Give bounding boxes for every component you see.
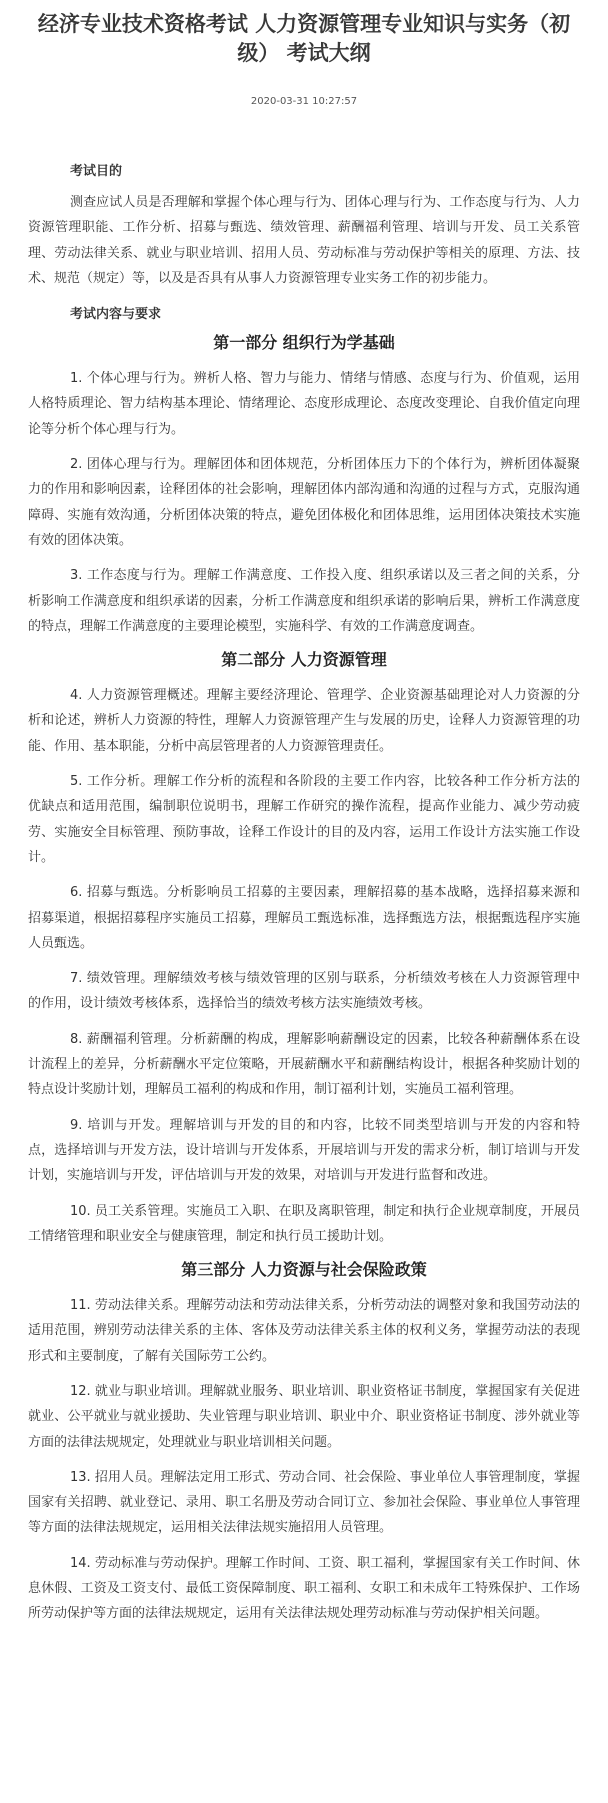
syllabus-item: 3. 工作态度与行为。理解工作满意度、工作投入度、组织承诺以及三者之间的关系，分析影响工作满意度和组织承诺的因素，分析工作满意度和组织承诺的影响后果，辨析工作满意度的特点，理解工作满意度的主要理论模型，实施科学、有效的工作满意度调查。: [28, 568, 580, 634]
article: [0, 10, 608, 1627]
section-heading-content: 考试内容与要求: [70, 307, 162, 323]
section-heading-purpose: 考试目的: [70, 164, 123, 179]
syllabus-item: 12. 就业与职业培训。理解就业服务、职业培训、职业资格证书制度，掌握国家有关促进就业、公平就业与就业援助、失业管理与职业培训、职业中介、职业资格证书制度、涉外就业等方面的法律法规规定，处理就业与职业培训相关问题。: [28, 1383, 580, 1450]
syllabus-item: 6. 招募与甄选。分析影响员工招募的主要因素，理解招募的基本战略，选择招募来源和招募渠道，根据招募程序实施员工招募，理解员工甄选标准，选择甄选方法，根据甄选程序实施人员甄选。: [28, 885, 580, 951]
syllabus-item: 13. 招用人员。理解法定用工形式、劳动合同、社会保险、事业单位人事管理制度，掌握国家有关招聘、就业登记、录用、职工名册及劳动合同订立、参加社会保险、事业单位人事管理等方面的法律法规规定，运用相关法律法规实施招用人员管理。: [28, 1469, 580, 1536]
syllabus-item: 4. 人力资源管理概述。理解主要经济理论、管理学、企业资源基础理论对人力资源的分析和论述，辨析人力资源的特性，理解人力资源管理产生与发展的历史，诠释人力资源管理的功能、作用、基本职能，分析中高层管理者的人力资源管理责任。: [28, 688, 580, 754]
syllabus-item: 10. 员工关系管理。实施员工入职、在职及离职管理，制定和执行企业规章制度，开展员工情绪管理和职业安全与健康管理，制定和执行员工援助计划。: [28, 1203, 580, 1244]
syllabus-item: 1. 个体心理与行为。辨析人格、智力与能力、情绪与情感、态度与行为、价值观，运用人格特质理论、智力结构基本理论、情绪理论、态度形成理论、态度改变理论、自我价值定向理论等分析个体心理与行为。: [28, 371, 580, 437]
page-title: 经济专业技术资格考试 人力资源管理专业知识与实务（初级） 考试大纲: [37, 12, 571, 65]
syllabus-item: 7. 绩效管理。理解绩效考核与绩效管理的区别与联系，分析绩效考核在人力资源管理中的作用，设计绩效考核体系，选择恰当的绩效考核方法实施绩效考核。: [28, 971, 580, 1012]
part-heading-3: 第三部分 人力资源与社会保险政策: [181, 1260, 427, 1280]
syllabus-item: 14. 劳动标准与劳动保护。理解工作时间、工资、职工福利，掌握国家有关工作时间、休息休假、工资及工资支付、最低工资保障制度、职工福利、女职工和未成年工特殊保护、工作场所劳动保护等方面的法律法规规定，运用有关法律法规处理劳动标准与劳动保护相关问题。: [28, 1555, 580, 1622]
syllabus-item: 9. 培训与开发。理解培训与开发的目的和内容，比较不同类型培训与开发的内容和特点，选择培训与开发方法，设计培训与开发体系，开展培训与开发的需求分析，制订培训与开发计划，实施培训与开发，评估培训与开发的效果，对培训与开发进行监督和改进。: [28, 1117, 580, 1184]
part-heading-2: 第二部分 人力资源管理: [221, 650, 387, 670]
publish-timestamp: 2020-03-31 10:27:57: [250, 96, 358, 107]
syllabus-item: 5. 工作分析。理解工作分析的流程和各阶段的主要工作内容，比较各种工作分析方法的优缺点和适用范围，编制职位说明书，理解工作研究的操作流程，提高作业能力、减少劳动疲劳、实施安全目标管理、预防事故，诠释工作设计的目的及内容，运用工作设计方法实施工作设计。: [28, 774, 580, 865]
purpose-paragraph: 测查应试人员是否理解和掌握个体心理与行为、团体心理与行为、工作态度与行为、人力资源管理职能、工作分析、招募与甄选、绩效管理、薪酬福利管理、培训与开发、员工关系管理、劳动法律关系、就业与职业培训、招用人员、劳动标准与劳动保护等相关的原理、方法、技术、规范（规定）等，以及是否具有从事人力资源管理专业实务工作的初步能力。: [28, 195, 580, 286]
syllabus-item: 8. 薪酬福利管理。分析薪酬的构成，理解影响薪酬设定的因素，比较各种薪酬体系在设计流程上的差异，分析薪酬水平定位策略，开展薪酬水平和薪酬结构设计，根据各种奖励计划的特点设计奖励计划，理解员工福利的构成和作用，制订福利计划，实施员工福利管理。: [28, 1031, 580, 1098]
part-heading-1: 第一部分 组织行为学基础: [213, 333, 395, 353]
syllabus-item: 2. 团体心理与行为。理解团体和团体规范，分析团体压力下的个体行为，辨析团体凝聚力的作用和影响因素，诠释团体的社会影响，理解团体内部沟通和沟通的过程与方式，克服沟通障碍、实施有效沟通，分析团体决策的特点，避免团体极化和团体思维，运用团体决策技术实施有效的团体决策。: [28, 457, 580, 548]
syllabus-item: 11. 劳动法律关系。理解劳动法和劳动法律关系，分析劳动法的调整对象和我国劳动法的适用范围，辨别劳动法律关系的主体、客体及劳动法律关系主体的权利义务，掌握劳动法的表现形式和主要制度，了解有关国际劳工公约。: [28, 1298, 580, 1364]
